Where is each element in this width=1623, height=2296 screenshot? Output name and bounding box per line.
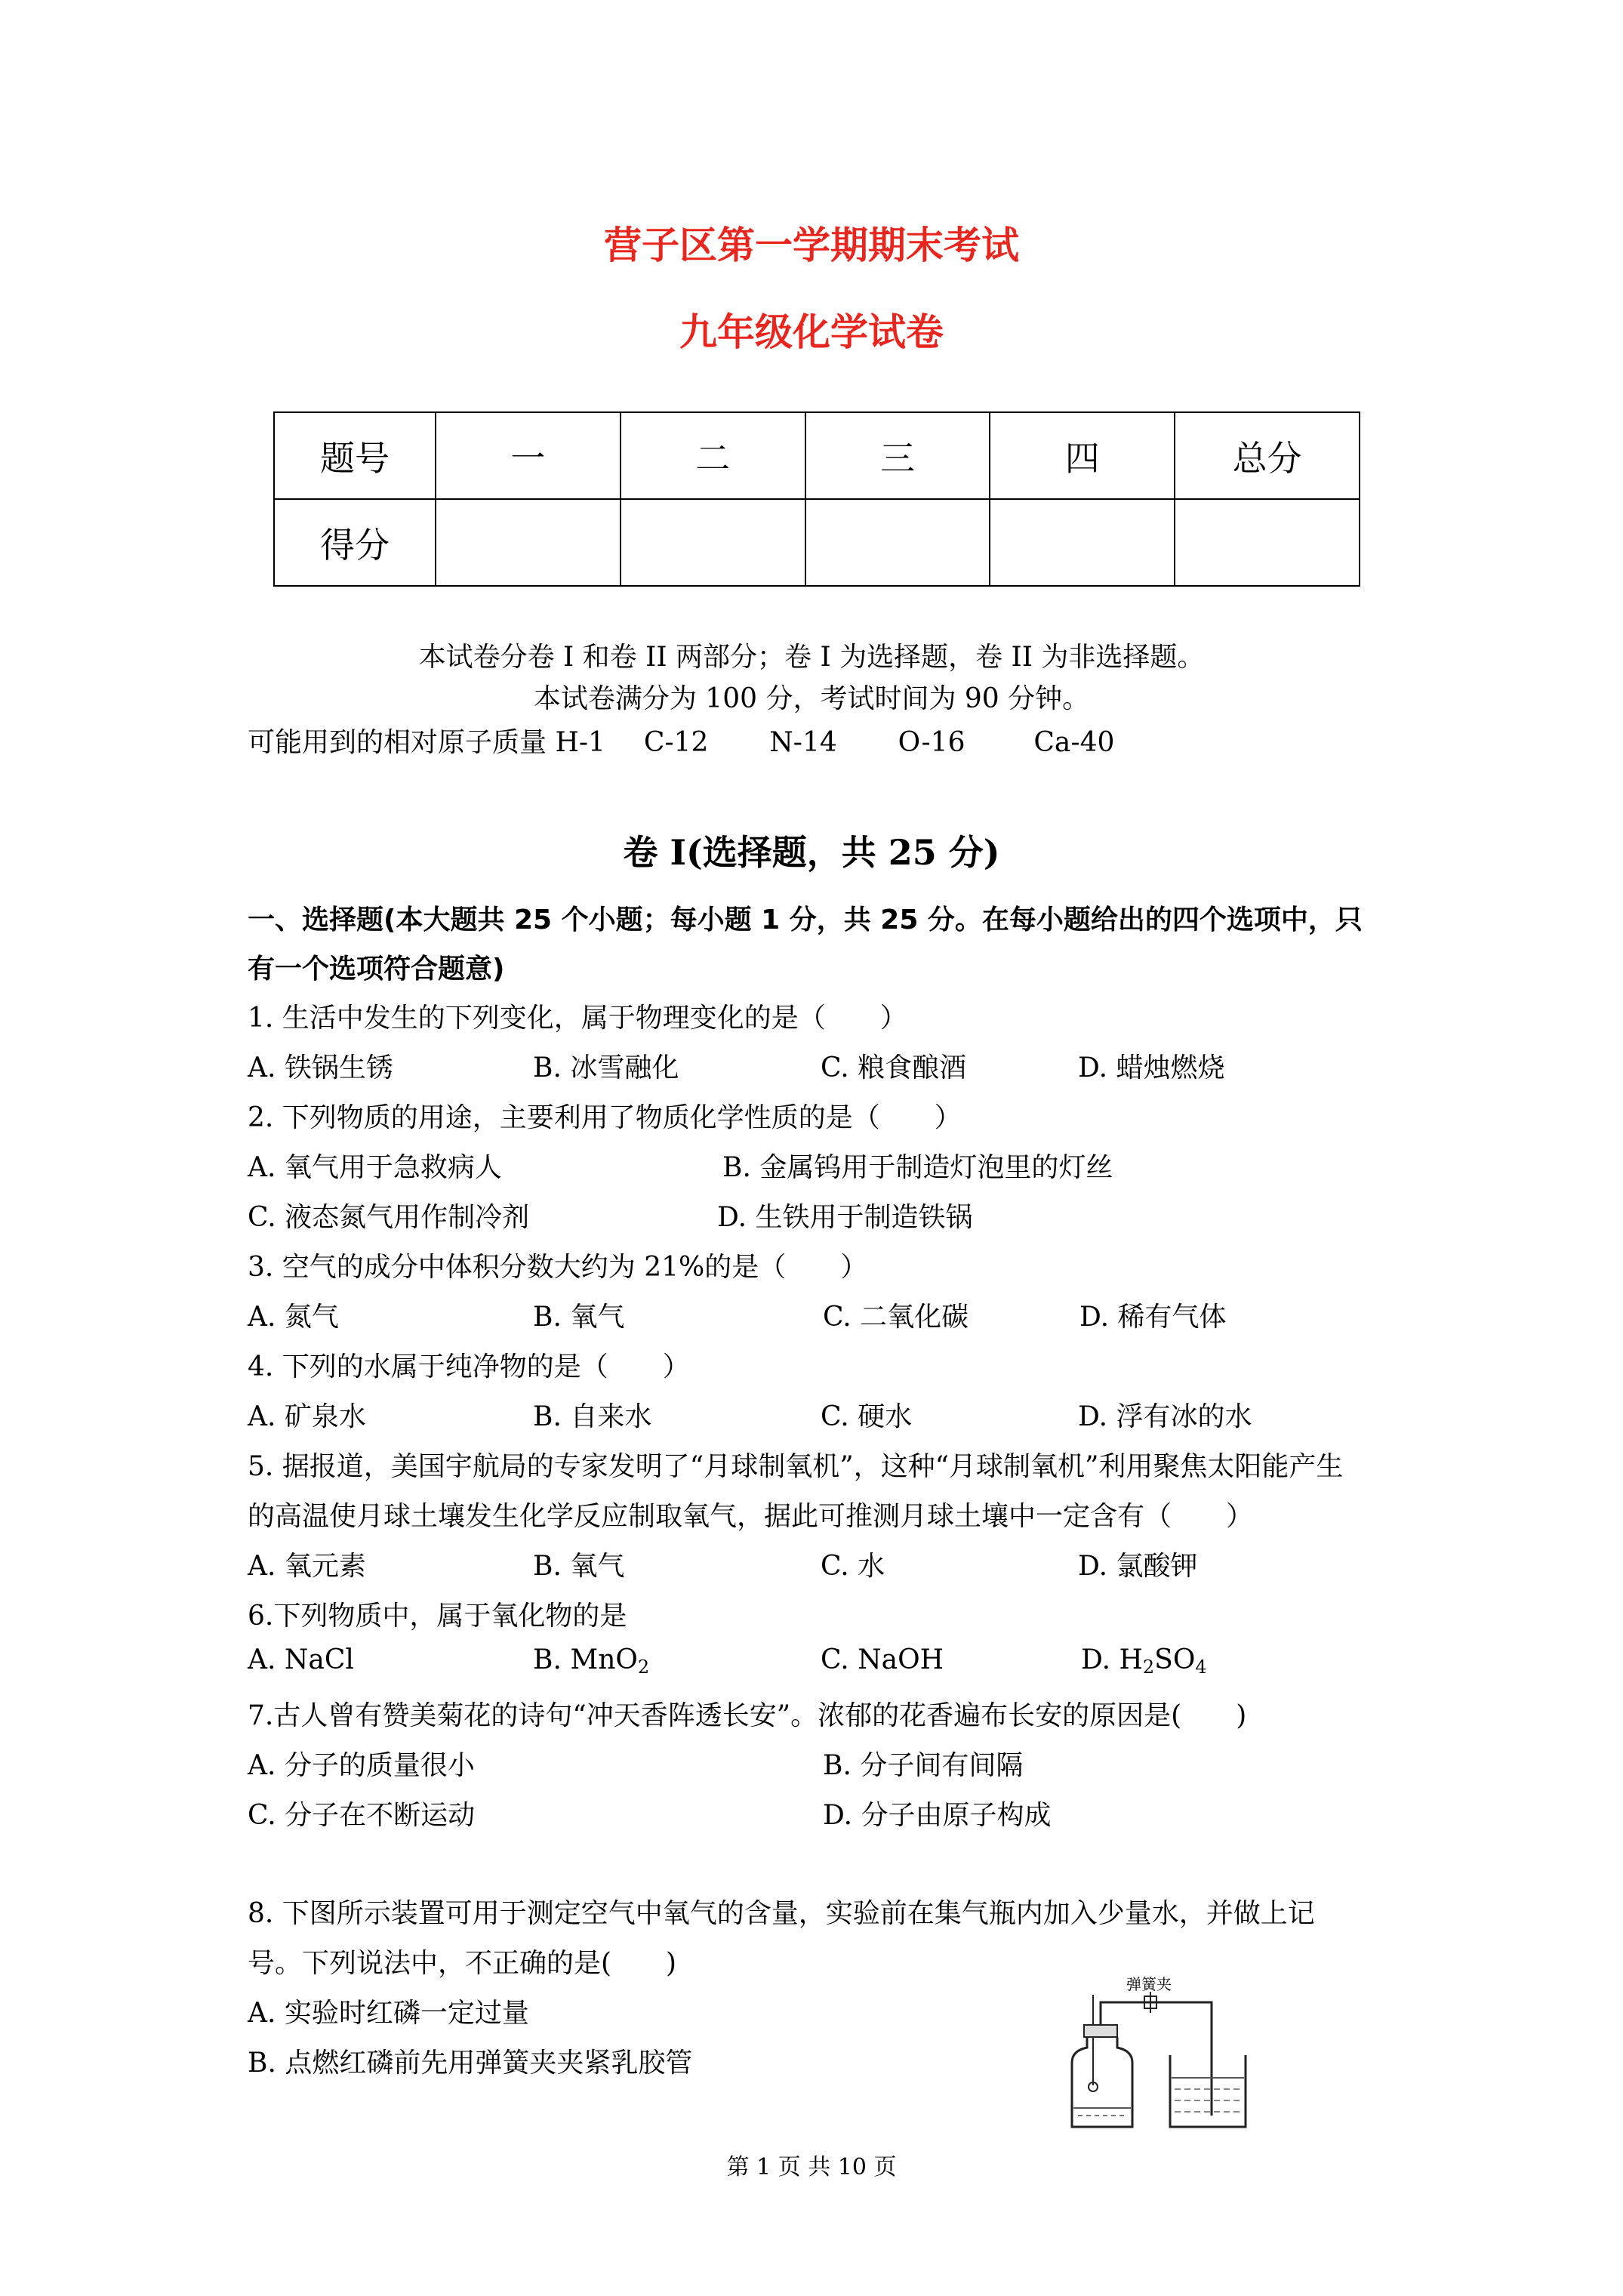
- q5-option-b: B. 氧气: [533, 1551, 625, 1582]
- q2-option-c: C. 液态氮气用作制冷剂: [248, 1202, 530, 1233]
- q7-option-d: D. 分子由原子构成: [823, 1800, 1052, 1831]
- q5-option-a: A. 氧元素: [248, 1551, 366, 1582]
- question-3-stem: 3. 空气的成分中体积分数大约为 21%的是（ ）: [248, 1252, 868, 1283]
- q4-option-a: A. 矿泉水: [248, 1401, 366, 1432]
- score-cell: 三: [805, 412, 990, 499]
- q4-option-d: D. 浮有冰的水: [1078, 1401, 1252, 1432]
- atomic-mass-line: [248, 721, 1114, 760]
- question-6-stem: 6.下列物质中，属于氧化物的是: [248, 1601, 627, 1632]
- q5-option-d: D. 氯酸钾: [1078, 1551, 1198, 1582]
- question-2-stem: 2. 下列物质的用途，主要利用了物质化学性质的是（ ）: [248, 1102, 962, 1133]
- q1-option-d: D. 蜡烛燃烧: [1078, 1052, 1225, 1083]
- question-4-stem: 4. 下列的水属于纯净物的是（ ）: [248, 1351, 690, 1382]
- question-8-stem-line-1: 8. 下图所示装置可用于测定空气中氧气的含量，实验前在集气瓶内加入少量水，并做上记: [248, 1898, 1315, 1929]
- q3-option-d: D. 稀有气体: [1079, 1302, 1227, 1333]
- q3-option-a: A. 氮气: [248, 1302, 339, 1333]
- intro-line-2: 本试卷满分为 100 分，考试时间为 90 分钟。: [533, 683, 1090, 714]
- q4-option-b: B. 自来水: [533, 1401, 652, 1432]
- score-cell-blank: [990, 499, 1175, 586]
- q4-option-c: C. 硬水: [821, 1401, 913, 1432]
- q8-option-a: A. 实验时红磷一定过量: [248, 1998, 529, 2029]
- q6-option-d: D. $H_2SO_4$: [1081, 1644, 1207, 1678]
- atomic-mass-item: Ca-40: [1033, 727, 1115, 758]
- atomic-mass-item: C-12: [643, 727, 709, 758]
- atomic-mass-item: O-16: [898, 727, 965, 758]
- intro-line-1: 本试卷分卷 I 和卷 II 两部分；卷 I 为选择题，卷 II 为非选择题。: [418, 642, 1205, 673]
- score-cell: 二: [621, 412, 805, 499]
- question-1-stem: 1. 生活中发生的下列变化，属于物理变化的是（ ）: [248, 1003, 907, 1034]
- figure-clamp-label: 弹簧夹: [1126, 1975, 1172, 1993]
- q1-option-a: A. 铁锅生锈: [248, 1052, 393, 1083]
- q5-option-c: C. 水: [821, 1551, 885, 1582]
- q7-option-b: B. 分子间有间隔: [823, 1750, 1024, 1781]
- question-5-stem-line-1: 5. 据报道，美国宇航局的专家发明了“月球制氧机”，这种“月球制氧机”利用聚焦太阳能产生: [248, 1451, 1344, 1482]
- part-1-title: 卷 I(选择题，共 25 分): [623, 832, 1000, 873]
- q6-option-a: A. NaCl: [248, 1644, 354, 1675]
- question-7-stem: 7.古人曾有赞美菊花的诗句“冲天香阵透长安”。浓郁的花香遍布长安的原因是( ): [248, 1700, 1247, 1731]
- exam-title: 营子区第一学期期末考试: [604, 223, 1019, 267]
- score-table-score-row: [274, 499, 1360, 586]
- section-heading-line-2: 有一个选项符合题意): [248, 954, 505, 985]
- q2-option-d: D. 生铁用于制造铁锅: [717, 1202, 973, 1233]
- q6-option-b: B. MnO$_2$: [533, 1644, 650, 1678]
- score-table: [273, 411, 1360, 587]
- score-cell-blank: [621, 499, 805, 586]
- q1-option-c: C. 粮食酿酒: [821, 1052, 967, 1083]
- section-heading-line-1: 一、选择题(本大题共 25 个小题；每小题 1 分，共 25 分。在每小题给出的四个选项中，只: [248, 905, 1363, 935]
- question-5-stem-line-2: 的高温使月球土壤发生化学反应制取氧气，据此可推测月球土壤中一定含有（ ）: [248, 1501, 1254, 1532]
- atomic-mass-label: 可能用到的相对原子质量: [248, 727, 547, 758]
- page-footer: 第 1 页 共 10 页: [726, 2154, 897, 2180]
- q1-option-b: B. 冰雪融化: [533, 1052, 679, 1083]
- score-table-header-row: [274, 412, 1360, 499]
- q3-option-b: B. 氧气: [533, 1302, 625, 1333]
- q2-option-a: A. 氧气用于急救病人: [248, 1152, 502, 1183]
- score-cell-blank: [805, 499, 990, 586]
- q6-option-c: C. NaOH: [821, 1644, 944, 1675]
- q7-option-a: A. 分子的质量很小: [248, 1750, 475, 1781]
- apparatus-drawing: [1057, 1972, 1253, 2131]
- atomic-mass-item: N-14: [769, 727, 837, 758]
- score-cell-blank: [436, 499, 621, 586]
- exam-subtitle: 九年级化学试卷: [679, 310, 944, 354]
- score-cell: 四: [990, 412, 1175, 499]
- question-8-stem-line-2: 号。下列说法中，不正确的是( ): [248, 1948, 677, 1979]
- q7-option-c: C. 分子在不断运动: [248, 1800, 476, 1831]
- score-cell: 得分: [274, 499, 436, 586]
- score-cell: 一: [436, 412, 621, 499]
- q2-option-b: B. 金属钨用于制造灯泡里的灯丝: [722, 1152, 1113, 1183]
- score-cell-blank: [1175, 499, 1360, 586]
- q8-option-b: B. 点燃红磷前先用弹簧夹夹紧乳胶管: [248, 2048, 693, 2079]
- score-cell: 题号: [274, 412, 436, 499]
- score-cell: 总分: [1175, 412, 1360, 499]
- atomic-mass-item: H-1: [555, 727, 605, 758]
- oxygen-apparatus-figure: [1057, 1972, 1253, 2131]
- q3-option-c: C. 二氧化碳: [823, 1302, 969, 1333]
